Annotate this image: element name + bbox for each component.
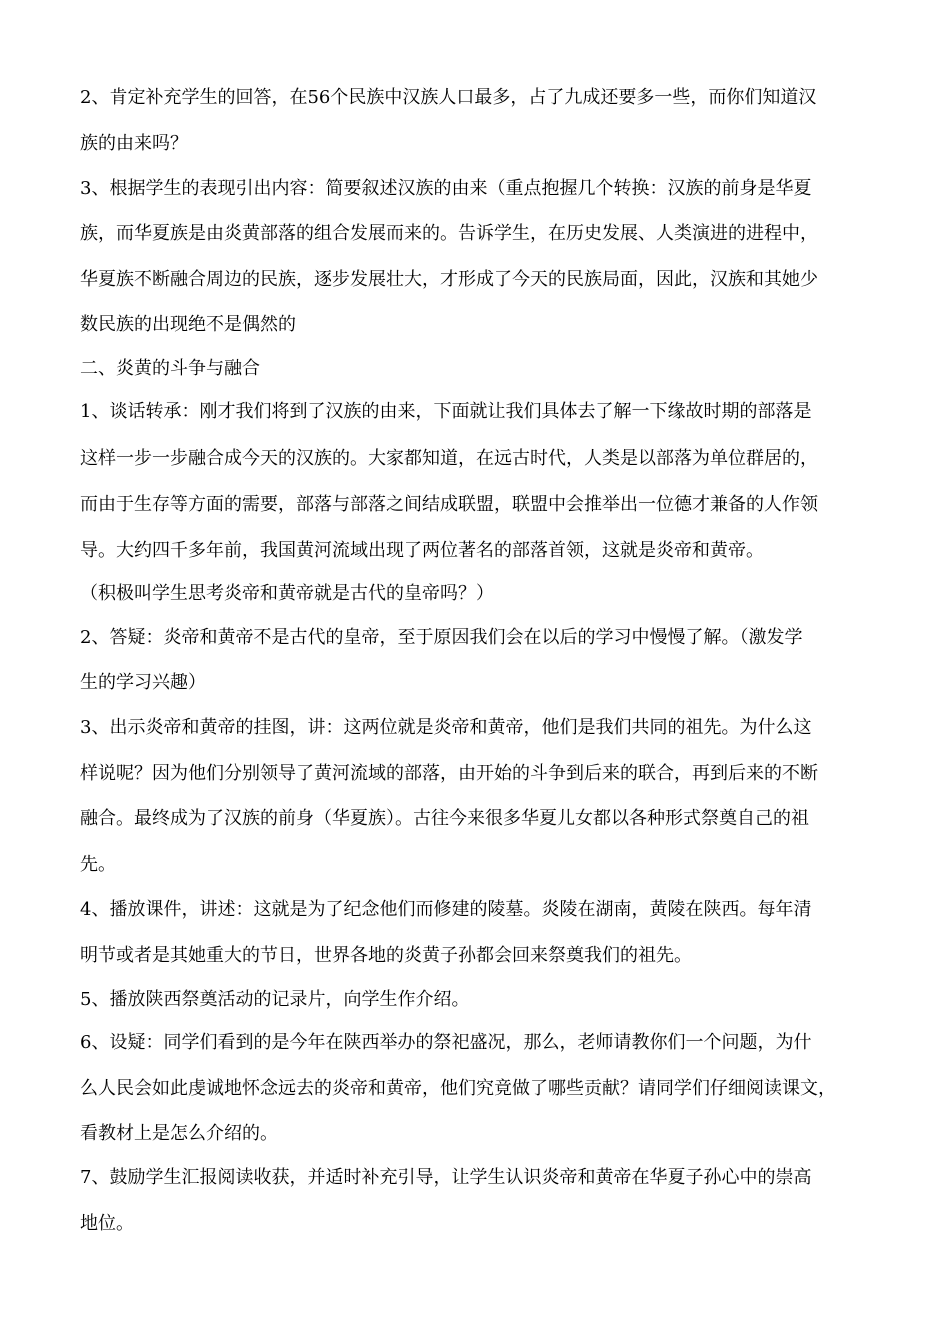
text-line: 数民族的出现绝不是偶然的 [80, 314, 296, 335]
text-line: 族，而华夏族是由炎黄部落的组合发展而来的。告诉学生，在历史发展、人类演进的进程中， [80, 223, 818, 244]
text-line: 先。 [80, 854, 116, 875]
text-line: 1、谈话转承：刚才我们将到了汉族的由来，下面就让我们具体去了解一下缘故时期的部落是 [80, 401, 812, 422]
text-line: 族的由来吗？ [80, 133, 188, 154]
text-line: （积极叫学生思考炎帝和黄帝就是古代的皇帝吗？） [80, 583, 494, 604]
text-line: 这样一步一步融合成今天的汉族的。大家都知道，在远古时代，人类是以部落为单位群居的， [80, 448, 818, 469]
text-line: 3、出示炎帝和黄帝的挂图，讲：这两位就是炎帝和黄帝，他们是我们共同的祖先。为什么这 [80, 717, 812, 738]
text-line: 5、播放陕西祭奠活动的记录片，向学生作介绍。 [80, 989, 470, 1010]
text-line: 么人民会如此虔诚地怀念远去的炎帝和黄帝，他们究竟做了哪些贡献？请同学们仔细阅读课文， [80, 1078, 836, 1099]
text-line: 看教材上是怎么介绍的。 [80, 1123, 278, 1144]
text-line: 华夏族不断融合周边的民族，逐步发展壮大，才形成了今天的民族局面，因此，汉族和其她少 [80, 269, 818, 290]
text-line: 3、根据学生的表现引出内容：简要叙述汉族的由来（重点抱握几个转换：汉族的前身是华夏 [80, 178, 812, 199]
text-line: 2、肯定补充学生的回答，在56个民族中汉族人口最多，占了九成还要多一些，而你们知道汉 [80, 87, 817, 108]
text-line: 生的学习兴趣） [80, 672, 206, 693]
text-line: 6、设疑：同学们看到的是今年在陕西举办的祭祀盛况，那么，老师请教你们一个问题，为什 [80, 1032, 812, 1053]
text-line: 7、鼓励学生汇报阅读收获，并适时补充引导，让学生认识炎帝和黄帝在华夏子孙心中的崇高 [80, 1167, 812, 1188]
text-line: 融合。最终成为了汉族的前身（华夏族）。古往今来很多华夏儿女都以各种形式祭奠自己的祖 [80, 808, 809, 829]
text-line: 而由于生存等方面的需要，部落与部落之间结成联盟，联盟中会推举出一位德才兼备的人作领 [80, 494, 818, 515]
text-line: 2、答疑：炎帝和黄帝不是古代的皇帝，至于原因我们会在以后的学习中慢慢了解。（激发学 [80, 627, 803, 648]
section-heading: 二、炎黄的斗争与融合 [80, 358, 260, 379]
text-line: 导。大约四千多年前，我国黄河流域出现了两位著名的部落首领，这就是炎帝和黄帝。 [80, 540, 764, 561]
text-line: 4、播放课件，讲述：这就是为了纪念他们而修建的陵墓。炎陵在湖南，黄陵在陕西。每年清 [80, 899, 812, 920]
text-line: 样说呢？因为他们分别领导了黄河流域的部落，由开始的斗争到后来的联合，再到后来的不断 [80, 763, 818, 784]
text-line: 明节或者是其她重大的节日，世界各地的炎黄子孙都会回来祭奠我们的祖先。 [80, 945, 692, 966]
text-line: 地位。 [80, 1213, 134, 1234]
